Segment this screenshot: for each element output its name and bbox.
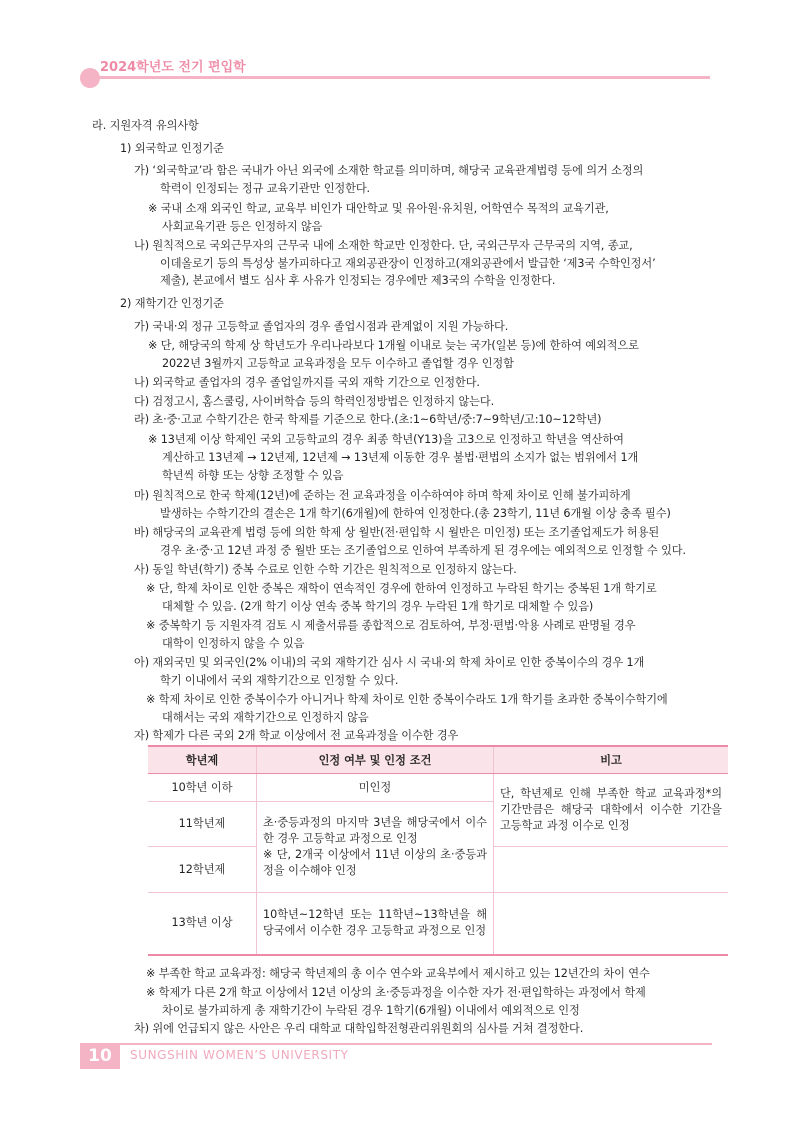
- header-rule: [90, 76, 710, 79]
- note-line: 차이로 불가피하게 총 재학기간이 누락된 경우 1학기(6개월) 이내에서 예외적으로 인정: [162, 1004, 580, 1017]
- paragraph-line: 차) 위에 언급되지 않은 사안은 우리 대학교 대학입학전형관리위원회의 심사를 거쳐 결정한다.: [134, 1022, 584, 1035]
- paragraph-line: 바) 해당국의 교육관계 법령 등에 의한 학제 상 월반(전·편입학 시 월반은 미인정) 또는 조기졸업제도가 허용된: [134, 526, 660, 539]
- paragraph-line: 경우 초·중·고 12년 과정 중 월반 또는 조기졸업으로 인하여 부족하게 된 경우에는 예외적으로 인정할 수 있다.: [160, 544, 686, 557]
- document-header-title: 2024학년도 전기 편입학: [100, 60, 246, 75]
- note-line: 대학이 인정하지 않을 수 있음: [162, 637, 305, 650]
- table-cell-note: ※ 단, 2개국 이상에서 11년 이상의 초·중등과정을 이수해야 인정: [263, 848, 487, 877]
- footer-rule: [120, 1043, 712, 1045]
- table-cell: 미인정: [257, 774, 494, 802]
- table-cell: 10학년~12학년 또는 11학년~13학년을 해당국에서 이수한 경우 고등학교 과정으로 인정: [257, 893, 494, 955]
- note-line: 학년씩 하향 또는 상향 조정할 수 있음: [162, 469, 344, 482]
- note-line: ※ 학제가 다른 2개 학교 이상에서 12년 이상의 초·중등과정을 이수한 자가 전·편입학하는 과정에서 학제: [146, 986, 646, 999]
- page-number: 10: [80, 1043, 120, 1069]
- paragraph-line: 라) 초·중·고교 수학기간은 한국 학제를 기준으로 한다.(초:1~6학년/중:7~9학년/고:10~12학년): [134, 413, 602, 426]
- note-line: ※ 학제 차이로 인한 중복이수가 아니거나 학제 차이로 인한 중복이수라도 1개 학기를 초과한 중복이수학기에: [146, 693, 668, 706]
- subsection-heading: 2) 재학기간 인정기준: [120, 297, 224, 310]
- table-cell: 11학년제: [148, 802, 257, 847]
- paragraph-line: 가) ‘외국학교’라 함은 국내가 아닌 외국에 소재한 학교를 의미하며, 해당국 교육관계법령 등에 의거 소정의: [134, 164, 644, 177]
- table-cell-text: 초·중등과정의 마지막 3년을 해당국에서 이수한 경우 고등학교 과정으로 인정: [263, 816, 487, 845]
- table-cell: 13학년 이상: [148, 893, 257, 955]
- note-line: 대해서는 국외 재학기간으로 인정하지 않음: [162, 711, 369, 724]
- curriculum-recognition-table: [148, 745, 728, 956]
- note-line: 대체할 수 있음. (2개 학기 이상 연속 중복 학기의 경우 누락된 1개 학기로 대체할 수 있음): [162, 600, 594, 613]
- note-line: 2022년 3월까지 고등학교 교육과정을 모두 이수하고 졸업할 경우 인정함: [162, 357, 514, 370]
- table-header-cell: 학년제: [148, 746, 257, 774]
- paragraph-line: 가) 국내·외 정규 고등학교 졸업자의 경우 졸업시점과 관계없이 지원 가능하다.: [134, 320, 509, 333]
- section-heading: 라. 지원자격 유의사항: [92, 119, 199, 132]
- paragraph-line: 학기 이내에서 국외 재학기간으로 인정할 수 있다.: [160, 674, 399, 687]
- table-header-cell: 비고: [494, 746, 729, 774]
- note-line: ※ 부족한 학교 교육과정: 해당국 학년제의 총 이수 연수와 교육부에서 제시하고 있는 12년간의 차이 연수: [146, 967, 650, 980]
- note-line: ※ 13년제 이상 학제인 국외 고등학교의 경우 최종 학년(Y13)을 고3으로 인정하고 학년을 역산하여: [148, 433, 624, 446]
- paragraph-line: 발생하는 수학기간의 결손은 1개 학기(6개월)에 한하여 인정한다.(총 23학기, 11년 6개월 이상 충족 필수): [160, 507, 671, 520]
- subsection-heading: 1) 외국학교 인정기준: [120, 142, 224, 155]
- table-header-cell: 인정 여부 및 인정 조건: [257, 746, 494, 774]
- note-line: ※ 중복학기 등 지원자격 검토 시 제출서류를 종합적으로 검토하여, 부정·편법·악용 사례로 판명될 경우: [146, 619, 636, 632]
- table-cell: [257, 802, 494, 893]
- paragraph-line: 다) 검정고시, 홈스쿨링, 사이버학습 등의 학력인정방법은 인정하지 않는다.: [134, 395, 495, 408]
- paragraph-line: 나) 외국학교 졸업자의 경우 졸업일까지를 국외 재학 기간으로 인정한다.: [134, 376, 480, 389]
- note-line: 계산하고 13년제 → 12년제, 12년제 → 13년제 이동한 경우 불법·편법의 소지가 없는 범위에서 1개: [162, 451, 639, 464]
- table-cell: 10학년 이하: [148, 774, 257, 802]
- note-line: ※ 단, 학제 차이로 인한 중복은 재학이 연속적인 경우에 한하여 인정하고 누락된 학기는 중복된 1개 학기로: [146, 582, 657, 595]
- table-cell-remark: 단, 학년제로 인해 부족한 학교 교육과정*의 기간만큼은 해당국 대학에서 이수한 기간을 고등학교 과정 이수로 인정: [494, 774, 729, 847]
- table-cell-empty: [494, 893, 729, 955]
- table-row: [148, 774, 728, 802]
- paragraph-line: 나) 원칙적으로 국외근무자의 근무국 내에 소재한 학교만 인정한다. 단, 국외근무자 근무국의 지역, 종교,: [134, 239, 633, 252]
- paragraph-line: 이데올로기 등의 특성상 불가피하다고 재외공관장이 인정하고(재외공관에서 발급한 ‘제3국 수학인정서’: [160, 257, 656, 270]
- table-row: [148, 893, 728, 955]
- paragraph-line: 제출), 본교에서 별도 심사 후 사유가 인정되는 경우에만 제3국의 수학을 인정한다.: [160, 274, 556, 287]
- paragraph-line: 마) 원칙적으로 한국 학제(12년)에 준하는 전 교육과정을 이수하여야 하며 학제 차이로 인해 불가피하게: [134, 489, 631, 502]
- table-cell: 12학년제: [148, 847, 257, 893]
- table-header-row: [148, 746, 728, 774]
- note-line: ※ 국내 소재 외국인 학교, 교육부 비인가 대안학교 및 유아원·유치원, 어학연수 목적의 교육기관,: [148, 202, 609, 215]
- table-cell-empty: [494, 847, 729, 893]
- note-line: ※ 단, 해당국의 학제 상 학년도가 우리나라보다 1개월 이내로 늦는 국가(일본 등)에 한하여 예외적으로: [148, 339, 639, 352]
- paragraph-line: 아) 재외국민 및 외국인(2% 이내)의 국외 재학기간 심사 시 국내·외 학제 차이로 인한 중복이수의 경우 1개: [134, 656, 645, 669]
- paragraph-line: 자) 학제가 다른 국외 2개 학교 이상에서 전 교육과정을 이수한 경우: [134, 729, 459, 742]
- note-line: 사회교육기관 등은 인정하지 않음: [162, 220, 323, 233]
- footer-university-name: SUNGSHIN WOMEN’S UNIVERSITY: [130, 1048, 349, 1062]
- paragraph-line: 사) 동일 학년(학기) 중복 수료로 인한 수학 기간은 원칙적으로 인정하지 않는다.: [134, 563, 517, 576]
- paragraph-line: 학력이 인정되는 정규 교육기관만 인정한다.: [160, 182, 371, 195]
